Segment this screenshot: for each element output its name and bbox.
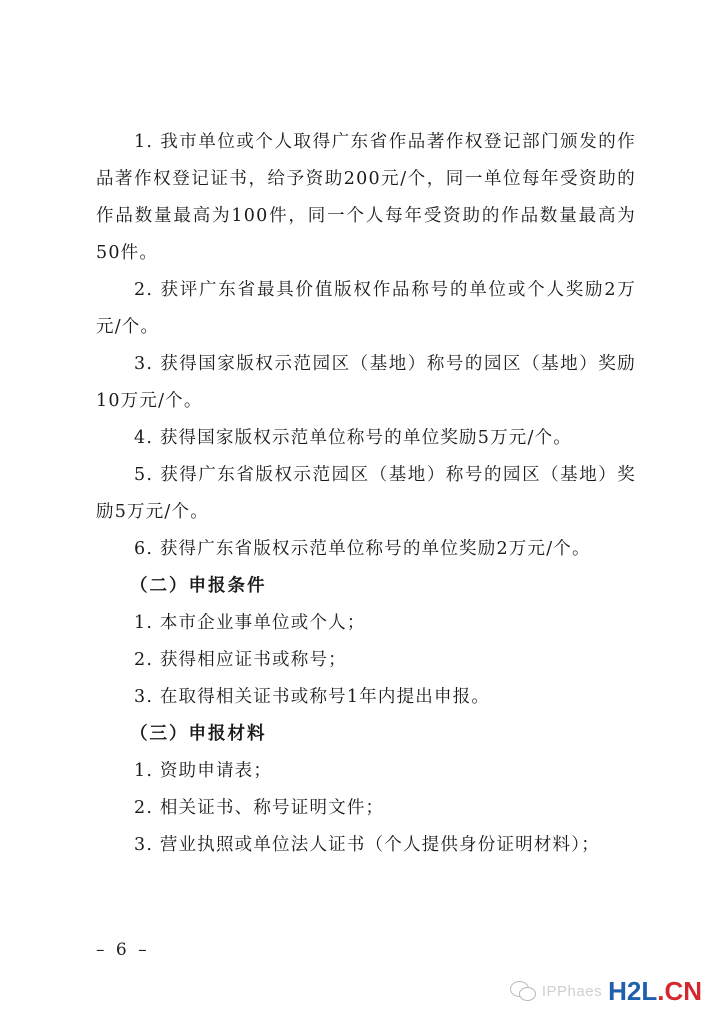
paragraph-3: 3. 获得国家版权示范园区（基地）称号的园区（基地）奖励10万元/个。 [96,354,636,411]
material-item-2: 2. 相关证书、称号证明文件； [134,798,385,818]
material-item-1: 1. 资助申请表； [134,761,273,781]
material-item-3: 3. 营业执照或单位法人证书（个人提供身份证明材料）； [134,835,600,855]
watermark [510,978,702,1004]
paragraph-5: 5. 获得广东省版权示范园区（基地）称号的园区（基地）奖励5万元/个。 [96,465,636,522]
watermark-account-text: IPPhaes [541,982,603,1000]
condition-item-2: 2. 获得相应证书或称号； [134,650,347,670]
paragraph-2: 2. 获评广东省最具价值版权作品称号的单位或个人奖励2万元/个。 [96,280,636,337]
paragraph-4: 4. 获得国家版权示范单位称号的单位奖励5万元/个。 [134,428,572,448]
section-heading-materials: （三）申报材料 [130,724,267,744]
condition-item-1: 1. 本市企业事单位或个人； [134,613,366,633]
paragraph-1: 1. 我市单位或个人取得广东省作品著作权登记部门颁发的作品著作权登记证书，给予资助200元/个，同一单位每年受资助的作品数量最高为100件，同一个人每年受资助的作品数量最高为50件。 [96,132,636,263]
page-number: – 6 – [96,940,150,960]
condition-item-3: 3. 在取得相关证书或称号1年内提出申报。 [134,687,491,707]
section-heading-conditions: （二）申报条件 [130,576,267,596]
wechat-icon [510,981,536,1001]
document-body [96,124,636,864]
h2l-logo: H2L.CN [608,976,702,1006]
paragraph-6: 6. 获得广东省版权示范单位称号的单位奖励2万元/个。 [134,539,591,559]
